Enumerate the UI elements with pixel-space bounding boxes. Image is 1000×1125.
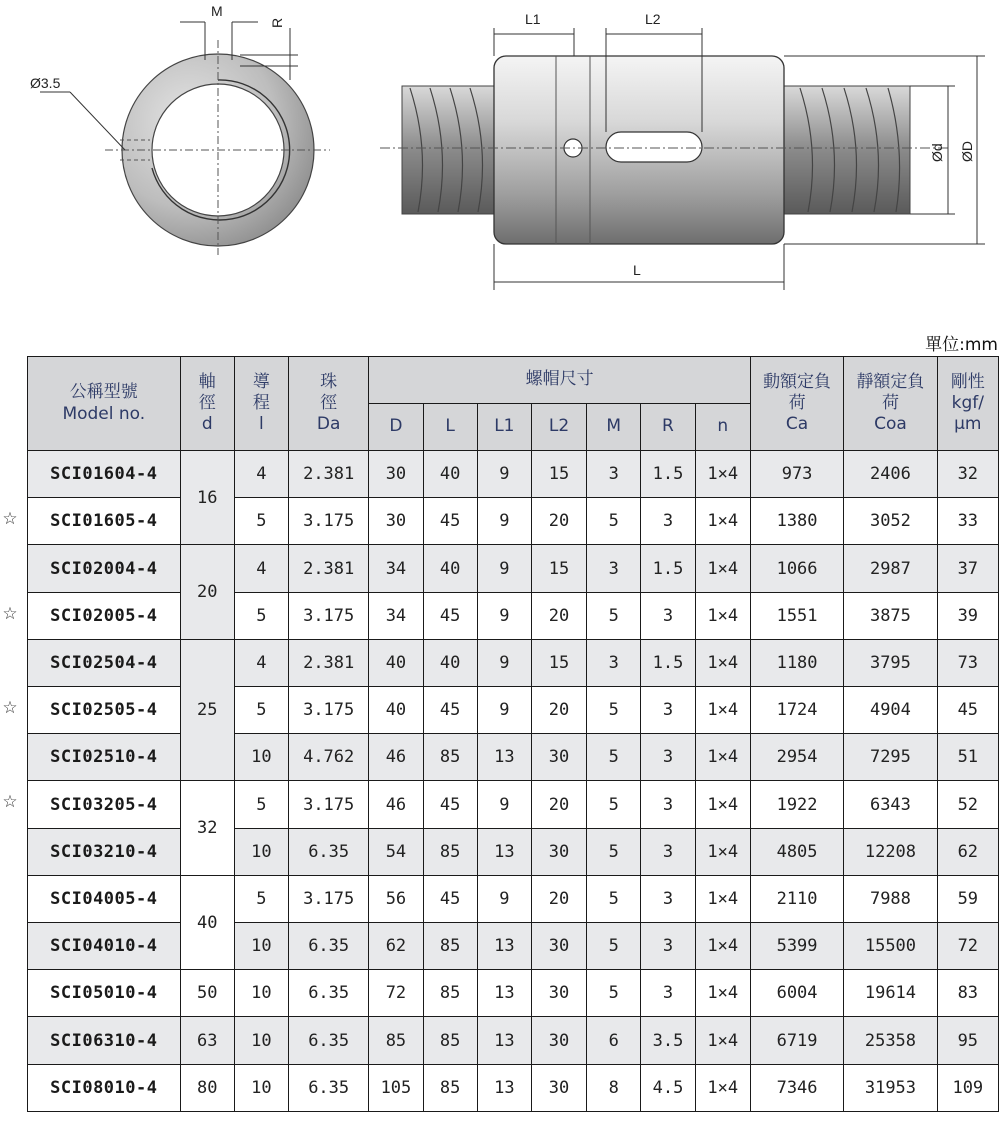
cell-ball-diameter: 4.762 [289, 734, 369, 781]
dim-od-label: Ød [929, 143, 945, 162]
header-lead-cn: 導程 [252, 371, 270, 413]
cell-nut-d: 62 [369, 923, 423, 970]
dim-m-label: M [211, 3, 223, 19]
header-rigidity [937, 357, 998, 451]
header-nut-l1: L1 [477, 404, 531, 451]
cell-nut-l: 40 [423, 451, 477, 498]
header-nut-d: D [369, 404, 423, 451]
cell-nut-l: 40 [423, 545, 477, 592]
cell-nut-n: 1×4 [695, 451, 750, 498]
cell-lead: 5 [234, 875, 288, 922]
cell-nut-r: 3 [641, 923, 695, 970]
cell-ball-diameter: 2.381 [289, 545, 369, 592]
cell-nut-m: 5 [587, 875, 641, 922]
cell-nut-d: 105 [369, 1064, 423, 1111]
cell-nut-r: 3 [641, 687, 695, 734]
cell-rigidity: 37 [937, 545, 998, 592]
cell-nut-l: 85 [423, 970, 477, 1017]
cell-nut-n: 1×4 [695, 781, 750, 828]
cell-static-load: 7295 [844, 734, 937, 781]
header-model-cn: 公稱型號 [69, 382, 138, 403]
cell-static-load: 7988 [844, 875, 937, 922]
star-icon: ☆ [2, 603, 18, 624]
dim-r-label: R [269, 17, 285, 28]
header-nut-l: L [423, 404, 477, 451]
cell-static-load: 31953 [844, 1064, 937, 1111]
cell-lead: 4 [234, 639, 288, 686]
cell-nut-r: 3 [641, 592, 695, 639]
table-row [28, 451, 999, 498]
spec-table-body [28, 451, 999, 1112]
cell-nut-m: 3 [587, 451, 641, 498]
cell-nut-m: 5 [587, 687, 641, 734]
cell-nut-n: 1×4 [695, 1017, 750, 1064]
cell-nut-l: 85 [423, 1064, 477, 1111]
cell-static-load: 3795 [844, 639, 937, 686]
cell-rigidity: 109 [937, 1064, 998, 1111]
cell-nut-m: 5 [587, 498, 641, 545]
cell-ball-diameter: 3.175 [289, 498, 369, 545]
cell-ball-diameter: 2.381 [289, 639, 369, 686]
cell-model: SCI04010-4 [28, 923, 181, 970]
cell-model: SCI01604-4 [28, 451, 181, 498]
cell-nut-l2: 20 [531, 687, 586, 734]
cell-nut-l2: 30 [531, 1064, 586, 1111]
cell-nut-l2: 30 [531, 734, 586, 781]
cell-dynamic-load: 1180 [750, 639, 843, 686]
cell-nut-l: 45 [423, 687, 477, 734]
cell-model: SCI02004-4 [28, 545, 181, 592]
cell-dynamic-load: 2110 [750, 875, 843, 922]
cell-nut-d: 30 [369, 451, 423, 498]
cell-nut-r: 3 [641, 781, 695, 828]
cell-lead: 10 [234, 923, 288, 970]
table-row [28, 1064, 999, 1111]
cell-ball-diameter: 3.175 [289, 687, 369, 734]
header-ball [289, 357, 369, 451]
cell-nut-l2: 20 [531, 498, 586, 545]
cell-dynamic-load: 1066 [750, 545, 843, 592]
cell-shaft-diameter: 80 [180, 1064, 234, 1111]
end-view [30, 3, 330, 255]
cell-lead: 10 [234, 1064, 288, 1111]
cell-nut-l1: 9 [477, 545, 531, 592]
cell-rigidity: 51 [937, 734, 998, 781]
dim-l2-label: L2 [645, 11, 661, 27]
cell-model: SCI03210-4 [28, 828, 181, 875]
cell-nut-l2: 30 [531, 1017, 586, 1064]
cell-nut-r: 1.5 [641, 451, 695, 498]
cell-nut-m: 5 [587, 828, 641, 875]
cell-nut-l1: 13 [477, 734, 531, 781]
cell-nut-n: 1×4 [695, 592, 750, 639]
technical-drawing [0, 0, 1000, 330]
cell-shaft-diameter: 63 [180, 1017, 234, 1064]
header-nut-n: n [695, 404, 750, 451]
cell-dynamic-load: 4805 [750, 828, 843, 875]
cell-model: SCI02005-4 [28, 592, 181, 639]
cell-ball-diameter: 2.381 [289, 451, 369, 498]
cell-dynamic-load: 1724 [750, 687, 843, 734]
cell-shaft-diameter: 32 [180, 781, 234, 875]
cell-static-load: 2406 [844, 451, 937, 498]
cell-model: SCI08010-4 [28, 1064, 181, 1111]
cell-nut-n: 1×4 [695, 734, 750, 781]
cell-dynamic-load: 1380 [750, 498, 843, 545]
cell-nut-l: 85 [423, 923, 477, 970]
cell-nut-d: 46 [369, 781, 423, 828]
cell-lead: 5 [234, 592, 288, 639]
header-shaft [180, 357, 234, 451]
cell-shaft-diameter: 40 [180, 875, 234, 969]
cell-lead: 10 [234, 734, 288, 781]
cell-nut-m: 5 [587, 592, 641, 639]
cell-nut-l2: 15 [531, 451, 586, 498]
dim-oD-label: ØD [959, 141, 975, 162]
header-model-en: Model no. [62, 403, 146, 424]
star-icon: ☆ [2, 698, 18, 718]
cell-model: SCI04005-4 [28, 875, 181, 922]
header-static-sym: Coa [874, 414, 907, 435]
cell-nut-d: 34 [369, 592, 423, 639]
cell-rigidity: 39 [937, 592, 998, 639]
cell-ball-diameter: 6.35 [289, 1064, 369, 1111]
cell-static-load: 15500 [844, 923, 937, 970]
header-lead [234, 357, 288, 451]
cell-nut-l2: 15 [531, 639, 586, 686]
cell-ball-diameter: 6.35 [289, 1017, 369, 1064]
cell-rigidity: 45 [937, 687, 998, 734]
cell-lead: 4 [234, 545, 288, 592]
cell-nut-l1: 9 [477, 592, 531, 639]
cell-nut-l1: 9 [477, 498, 531, 545]
cell-model: SCI06310-4 [28, 1017, 181, 1064]
cell-static-load: 3875 [844, 592, 937, 639]
header-model [28, 357, 181, 451]
cell-nut-r: 4.5 [641, 1064, 695, 1111]
dim-hole-label: Ø3.5 [30, 75, 61, 91]
cell-nut-n: 1×4 [695, 545, 750, 592]
cell-dynamic-load: 1551 [750, 592, 843, 639]
cell-dynamic-load: 1922 [750, 781, 843, 828]
cell-nut-m: 5 [587, 781, 641, 828]
cell-nut-r: 3 [641, 828, 695, 875]
table-row [28, 923, 999, 970]
table-row [28, 592, 999, 639]
table-row [28, 639, 999, 686]
side-view [380, 11, 985, 290]
cell-rigidity: 52 [937, 781, 998, 828]
cell-nut-d: 72 [369, 970, 423, 1017]
cell-lead: 5 [234, 498, 288, 545]
header-static-load [844, 357, 937, 451]
cell-ball-diameter: 3.175 [289, 875, 369, 922]
dim-l-label: L [633, 262, 641, 278]
cell-nut-l2: 30 [531, 923, 586, 970]
table-row [28, 781, 999, 828]
cell-model: SCI02504-4 [28, 639, 181, 686]
header-ball-sym: Da [316, 414, 341, 435]
header-lead-sym: l [259, 414, 264, 435]
spec-table [27, 356, 999, 1112]
cell-nut-n: 1×4 [695, 687, 750, 734]
cell-rigidity: 95 [937, 1017, 998, 1064]
header-nut-group: 螺帽尺寸 [369, 357, 751, 404]
cell-nut-l1: 13 [477, 923, 531, 970]
cell-static-load: 3052 [844, 498, 937, 545]
cell-nut-l2: 20 [531, 592, 586, 639]
header-dynamic-load [750, 357, 843, 451]
header-static-cn: 靜額定負荷 [856, 371, 925, 413]
cell-nut-d: 30 [369, 498, 423, 545]
cell-dynamic-load: 973 [750, 451, 843, 498]
cell-dynamic-load: 5399 [750, 923, 843, 970]
cell-static-load: 2987 [844, 545, 937, 592]
cell-nut-d: 46 [369, 734, 423, 781]
header-nut-m: M [587, 404, 641, 451]
cell-rigidity: 62 [937, 828, 998, 875]
cell-rigidity: 32 [937, 451, 998, 498]
table-row [28, 734, 999, 781]
cell-nut-r: 3 [641, 734, 695, 781]
cell-nut-l: 45 [423, 875, 477, 922]
cell-nut-l1: 9 [477, 875, 531, 922]
cell-lead: 10 [234, 1017, 288, 1064]
cell-dynamic-load: 6719 [750, 1017, 843, 1064]
header-ball-cn: 珠徑 [320, 371, 338, 413]
table-row [28, 498, 999, 545]
table-row [28, 545, 999, 592]
star-icon: ☆ [2, 792, 18, 813]
cell-model: SCI05010-4 [28, 970, 181, 1017]
table-row [28, 1017, 999, 1064]
cell-ball-diameter: 6.35 [289, 923, 369, 970]
cell-rigidity: 72 [937, 923, 998, 970]
cell-lead: 5 [234, 781, 288, 828]
cell-nut-l1: 9 [477, 781, 531, 828]
header-dyn-cn: 動額定負荷 [763, 371, 832, 413]
cell-nut-m: 6 [587, 1017, 641, 1064]
cell-nut-m: 5 [587, 923, 641, 970]
cell-nut-d: 56 [369, 875, 423, 922]
cell-nut-r: 3.5 [641, 1017, 695, 1064]
table-row [28, 828, 999, 875]
cell-nut-l1: 13 [477, 828, 531, 875]
header-rigid-cn: 剛性 [950, 371, 985, 392]
cell-nut-n: 1×4 [695, 639, 750, 686]
cell-model: SCI02505-4 [28, 687, 181, 734]
table-row [28, 687, 999, 734]
cell-ball-diameter: 6.35 [289, 970, 369, 1017]
cell-nut-n: 1×4 [695, 828, 750, 875]
cell-nut-l1: 9 [477, 639, 531, 686]
cell-nut-l: 85 [423, 734, 477, 781]
cell-nut-l1: 9 [477, 687, 531, 734]
cell-nut-n: 1×4 [695, 875, 750, 922]
cell-shaft-diameter: 50 [180, 970, 234, 1017]
cell-nut-r: 1.5 [641, 545, 695, 592]
cell-nut-l2: 20 [531, 781, 586, 828]
cell-rigidity: 83 [937, 970, 998, 1017]
dim-l1-label: L1 [525, 11, 541, 27]
cell-dynamic-load: 2954 [750, 734, 843, 781]
cell-nut-m: 8 [587, 1064, 641, 1111]
cell-rigidity: 33 [937, 498, 998, 545]
header-dyn-sym: Ca [785, 414, 809, 435]
header-rigid-unit: kgf/µm [951, 392, 984, 435]
cell-nut-r: 1.5 [641, 639, 695, 686]
cell-static-load: 25358 [844, 1017, 937, 1064]
cell-nut-l1: 9 [477, 451, 531, 498]
cell-nut-d: 85 [369, 1017, 423, 1064]
cell-nut-r: 3 [641, 875, 695, 922]
cell-static-load: 19614 [844, 970, 937, 1017]
header-shaft-cn: 軸徑 [198, 371, 216, 413]
header-nut-l2: L2 [531, 404, 586, 451]
table-row [28, 875, 999, 922]
cell-nut-r: 3 [641, 970, 695, 1017]
cell-dynamic-load: 7346 [750, 1064, 843, 1111]
cell-nut-l: 45 [423, 781, 477, 828]
cell-nut-l2: 15 [531, 545, 586, 592]
cell-static-load: 4904 [844, 687, 937, 734]
cell-ball-diameter: 3.175 [289, 781, 369, 828]
cell-nut-n: 1×4 [695, 970, 750, 1017]
cell-nut-m: 3 [587, 545, 641, 592]
cell-nut-r: 3 [641, 498, 695, 545]
cell-nut-n: 1×4 [695, 923, 750, 970]
cell-model: SCI01605-4 [28, 498, 181, 545]
cell-nut-d: 40 [369, 639, 423, 686]
cell-dynamic-load: 6004 [750, 970, 843, 1017]
cell-ball-diameter: 3.175 [289, 592, 369, 639]
cell-nut-l: 45 [423, 498, 477, 545]
cell-nut-l: 45 [423, 592, 477, 639]
header-shaft-sym: d [201, 414, 213, 435]
cell-shaft-diameter: 20 [180, 545, 234, 639]
cell-nut-n: 1×4 [695, 498, 750, 545]
cell-nut-l2: 20 [531, 875, 586, 922]
cell-shaft-diameter: 16 [180, 451, 234, 545]
cell-nut-l: 85 [423, 1017, 477, 1064]
cell-lead: 4 [234, 451, 288, 498]
unit-label: 單位:mm [925, 335, 998, 355]
cell-nut-l: 40 [423, 639, 477, 686]
cell-model: SCI03205-4 [28, 781, 181, 828]
cell-nut-l2: 30 [531, 970, 586, 1017]
cell-nut-n: 1×4 [695, 1064, 750, 1111]
cell-lead: 10 [234, 970, 288, 1017]
cell-nut-d: 34 [369, 545, 423, 592]
header-nut-r: R [641, 404, 695, 451]
cell-nut-m: 3 [587, 639, 641, 686]
cell-nut-m: 5 [587, 970, 641, 1017]
cell-lead: 5 [234, 687, 288, 734]
cell-rigidity: 59 [937, 875, 998, 922]
cell-rigidity: 73 [937, 639, 998, 686]
cell-static-load: 12208 [844, 828, 937, 875]
cell-lead: 10 [234, 828, 288, 875]
cell-ball-diameter: 6.35 [289, 828, 369, 875]
cell-nut-l1: 13 [477, 970, 531, 1017]
cell-model: SCI02510-4 [28, 734, 181, 781]
cell-nut-l2: 30 [531, 828, 586, 875]
cell-shaft-diameter: 25 [180, 639, 234, 781]
cell-nut-l1: 13 [477, 1064, 531, 1111]
cell-static-load: 6343 [844, 781, 937, 828]
star-icon: ☆ [2, 509, 18, 530]
cell-nut-m: 5 [587, 734, 641, 781]
cell-nut-d: 40 [369, 687, 423, 734]
cell-nut-l: 85 [423, 828, 477, 875]
table-row [28, 970, 999, 1017]
cell-nut-d: 54 [369, 828, 423, 875]
cell-nut-l1: 13 [477, 1017, 531, 1064]
